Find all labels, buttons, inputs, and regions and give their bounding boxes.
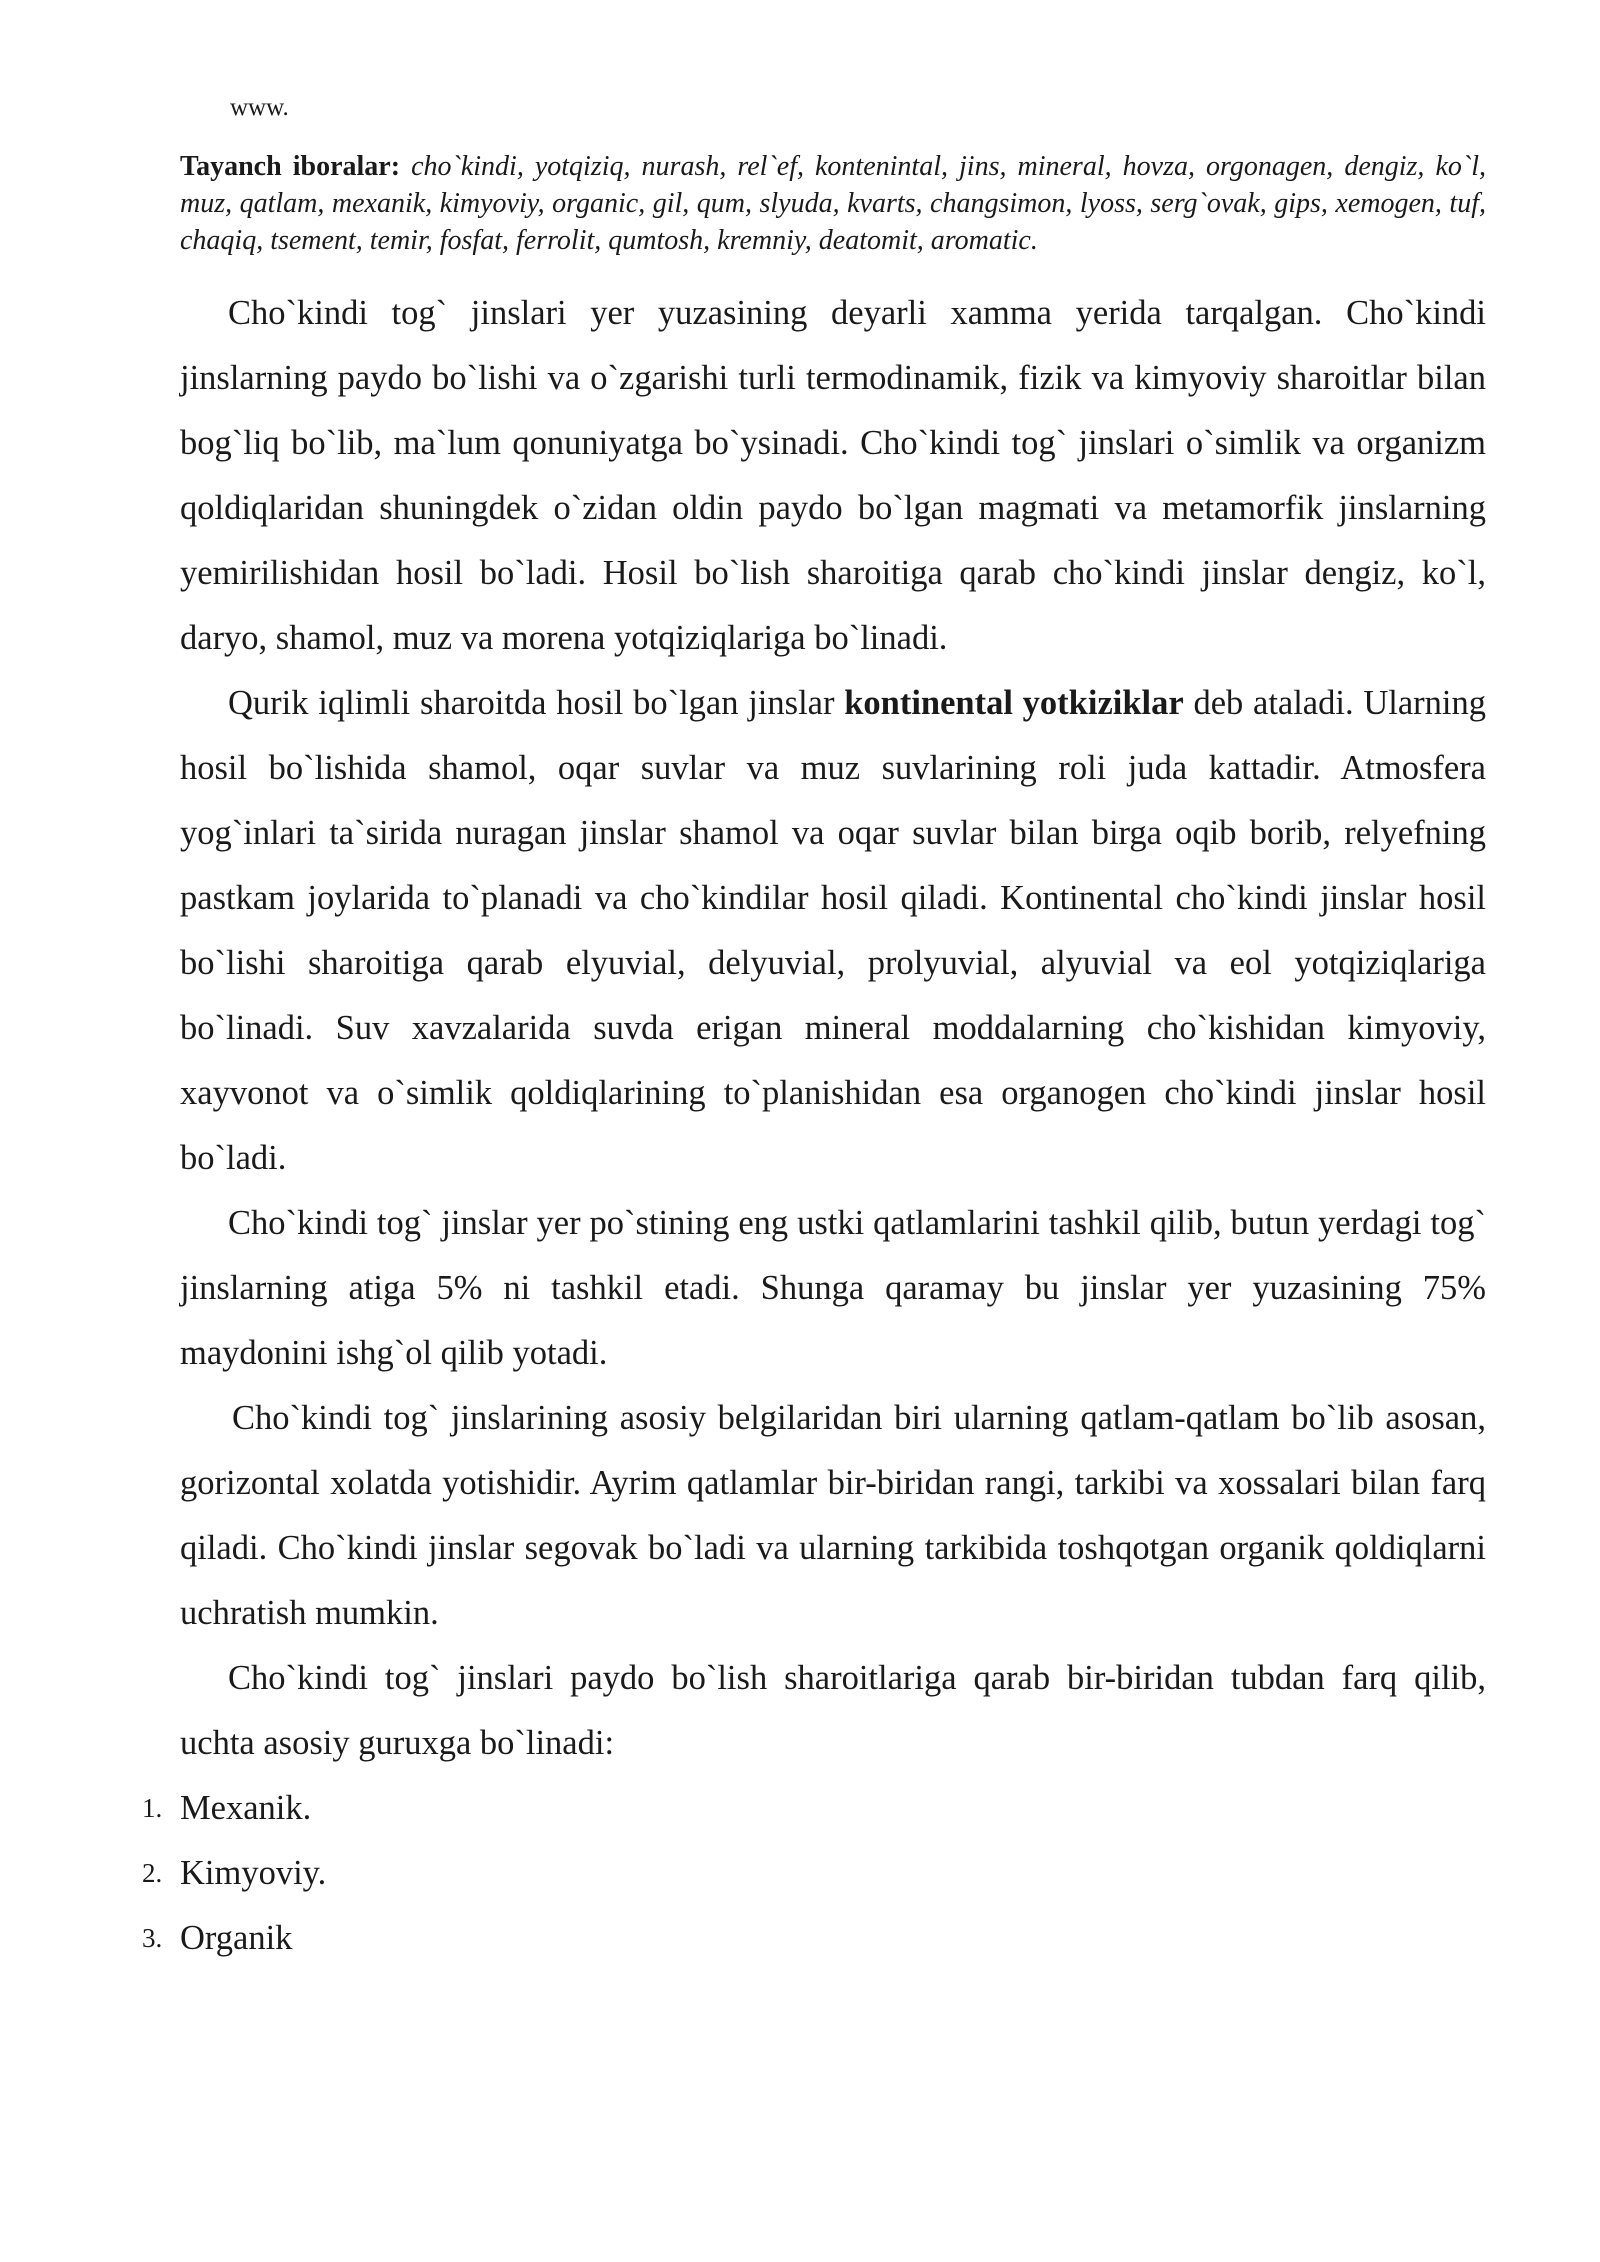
keywords-label: Tayanch iboralar: — [180, 151, 401, 182]
numbered-list — [142, 1776, 1486, 1971]
paragraph-4: Cho`kindi tog` jinslarining asosiy belgilaridan biri ularning qatlam-qatlam bo`lib asosan, gorizontal xolatda yotishidir. Ayrim qatlamlar bir-biridan rangi, tarkibi va xossalari bilan farq qiladi. Cho`kindi jinslar segovak bo`ladi va ularning tarkibida toshqotgan organik qoldiqlarni uchratish mumkin. — [180, 1399, 1486, 1632]
paragraph-2-end: deb ataladi. Ularning hosil bo`lishida shamol, oqar suvlar va muz suvlarining roli juda kattadir. Atmosfera yog`inlari ta`sirida nuragan jinslar shamol va oqar suvlar bilan birga oqib borib, relyefning pastkam joylarida to`planadi va cho`kindilar hosil qiladi. Kontinental cho`kindi jinslar hosil bo`lishi sharoitiga qarab elyuvial, delyuvial, prolyuvial, alyuvial va eol yotqiziqlariga bo`linadi. Suv xavzalarida suvda erigan mineral moddalarning cho`kishidan kimyoviy, xayvonot va o`simlik qoldiqlarining to`planishidan esa organogen cho`kindi jinslar hosil bo`ladi. — [180, 684, 1486, 1177]
paragraph-2-start: Qurik iqlimli sharoitda hosil bo`lgan jinslar — [228, 684, 845, 722]
list-item — [142, 1841, 1486, 1906]
list-item — [142, 1906, 1486, 1971]
list-text: Organik — [180, 1919, 293, 1957]
document-page — [142, 92, 1486, 1971]
paragraph-5: Cho`kindi tog` jinslari paydo bo`lish sharoitlariga qarab bir-biridan tubdan farq qilib, uchta asosiy guruxga bo`linadi: — [180, 1659, 1486, 1762]
paragraph-3: Cho`kindi tog` jinslar yer po`stining eng ustki qatlamlarini tashkil qilib, butun yerdagi tog` jinslarning atiga 5% ni tashkil etadi. Shunga qaramay bu jinslar yer yuzasining 75% maydonini ishg`ol qilib yotadi. — [180, 1204, 1486, 1372]
header-www: www. — [230, 94, 289, 121]
paragraph-2 — [180, 671, 1486, 1191]
list-text: Mexanik. — [180, 1789, 312, 1827]
keywords-text: cho`kindi, yotqiziq, nurash, rel`ef, kontenintal, jins, mineral, hovza, orgonagen, dengiz, ko`l, muz, qatlam, mexanik, kimyoviy, organic, gil, qum, slyuda, kvarts, changsimon, lyoss, serg`ovak, gips, xemogen, tuf, chaqiq, tsement, temir, fosfat, ferrolit, qumtosh, kremniy, deatomit, aromatic. — [180, 151, 1486, 256]
list-number: 3. — [142, 1923, 163, 1953]
paragraph-1: Cho`kindi tog` jinslari yer yuzasining deyarli xamma yerida tarqalgan. Cho`kindi jinslarning paydo bo`lishi va o`zgarishi turli termodinamik, fizik va kimyoviy sharoitlar bilan bog`liq bo`lib, ma`lum qonuniyatga bo`ysinadi. Cho`kindi tog` jinslari o`simlik va organizm qoldiqlaridan shuningdek o`zidan oldin paydo bo`lgan magmati va metamorfik jinslarning yemirilishidan hosil bo`ladi. Hosil bo`lish sharoitiga qarab cho`kindi jinslar dengiz, ko`l, daryo, shamol, muz va morena yotqiziqlariga bo`linadi. — [180, 294, 1486, 657]
list-number: 1. — [142, 1793, 163, 1823]
keywords-block — [180, 148, 1486, 259]
list-number: 2. — [142, 1858, 163, 1888]
list-item — [142, 1776, 1486, 1841]
paragraph-2-bold-term: kontinental yotkiziklar — [844, 684, 1184, 722]
list-text: Kimyoviy. — [180, 1854, 327, 1892]
